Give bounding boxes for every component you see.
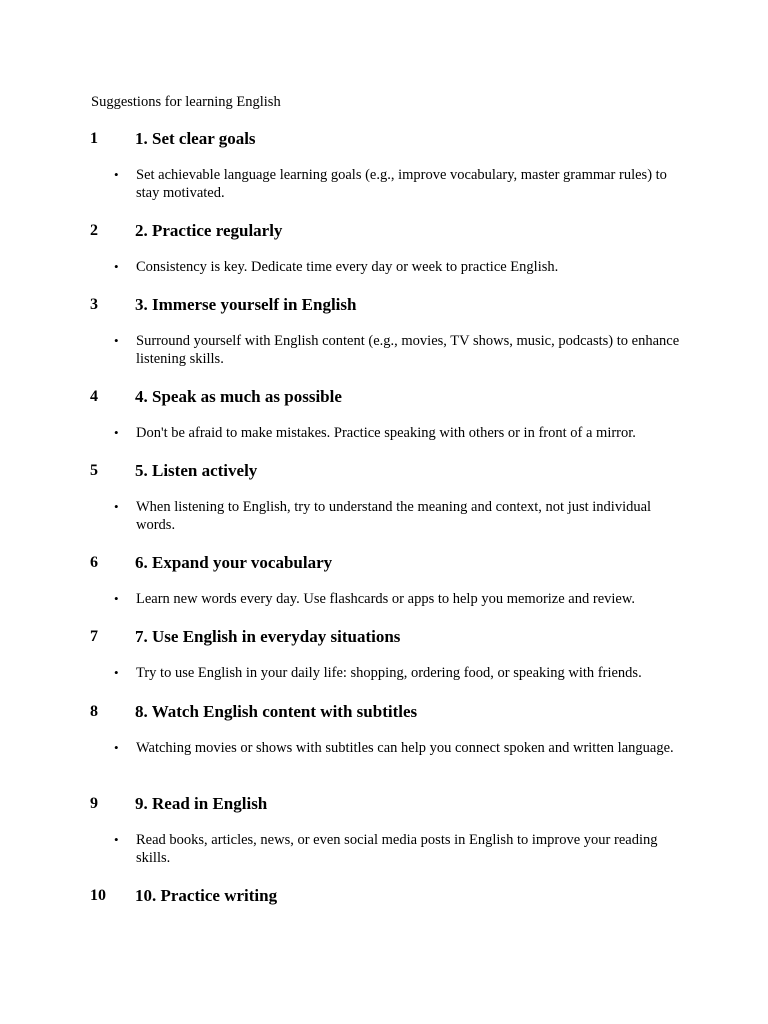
item-number: 6 (90, 554, 98, 571)
item-heading: 4. Speak as much as possible (135, 387, 342, 406)
item-heading: 10. Practice writing (135, 886, 278, 905)
bullet-icon: • (114, 740, 119, 755)
item-heading: 9. Read in English (135, 794, 268, 813)
item-heading: 3. Immerse yourself in English (135, 295, 357, 314)
bullet-icon: • (114, 665, 119, 680)
bullet-icon: • (114, 425, 119, 440)
bullet-icon: • (114, 499, 119, 514)
bullet-icon: • (114, 591, 119, 606)
item-number: 10 (90, 887, 106, 904)
item-number: 5 (90, 462, 98, 479)
item-heading: 6. Expand your vocabulary (135, 553, 333, 572)
item-bullet-text: Try to use English in your daily life: shopping, ordering food, or speaking with friends. (136, 665, 642, 681)
document-intro: Suggestions for learning English (91, 94, 281, 110)
item-bullet-text: Surround yourself with English content (e.g., movies, TV shows, music, podcasts) to enhance listening skills. (136, 333, 680, 367)
item-heading: 5. Listen actively (135, 461, 258, 480)
item-bullet-text: Don't be afraid to make mistakes. Practice speaking with others or in front of a mirror. (136, 425, 636, 441)
item-heading: 1. Set clear goals (135, 129, 256, 148)
item-number: 9 (90, 795, 98, 812)
item-number: 3 (90, 296, 98, 313)
item-number: 4 (90, 388, 98, 405)
item-bullet-text: Watching movies or shows with subtitles can help you connect spoken and written language. (136, 740, 674, 756)
bullet-icon: • (114, 259, 119, 274)
item-bullet-text: Learn new words every day. Use flashcards or apps to help you memorize and review. (136, 591, 635, 607)
item-bullet-text: When listening to English, try to understand the meaning and context, not just individual words. (136, 499, 652, 533)
item-heading: 7. Use English in everyday situations (135, 627, 401, 646)
item-number: 1 (90, 130, 98, 147)
item-number: 8 (90, 703, 98, 720)
item-number: 7 (90, 628, 98, 645)
item-bullet-text: Consistency is key. Dedicate time every day or week to practice English. (136, 259, 559, 275)
item-bullet-text: Set achievable language learning goals (e.g., improve vocabulary, master grammar rules) to stay motivated. (136, 167, 667, 201)
item-heading: 8. Watch English content with subtitles (135, 702, 418, 721)
bullet-icon: • (114, 333, 119, 348)
item-heading: 2. Practice regularly (135, 221, 283, 240)
bullet-icon: • (114, 167, 119, 182)
item-number: 2 (90, 222, 98, 239)
bullet-icon: • (114, 832, 119, 847)
item-bullet-text: Read books, articles, news, or even social media posts in English to improve your reading skills. (136, 832, 658, 866)
